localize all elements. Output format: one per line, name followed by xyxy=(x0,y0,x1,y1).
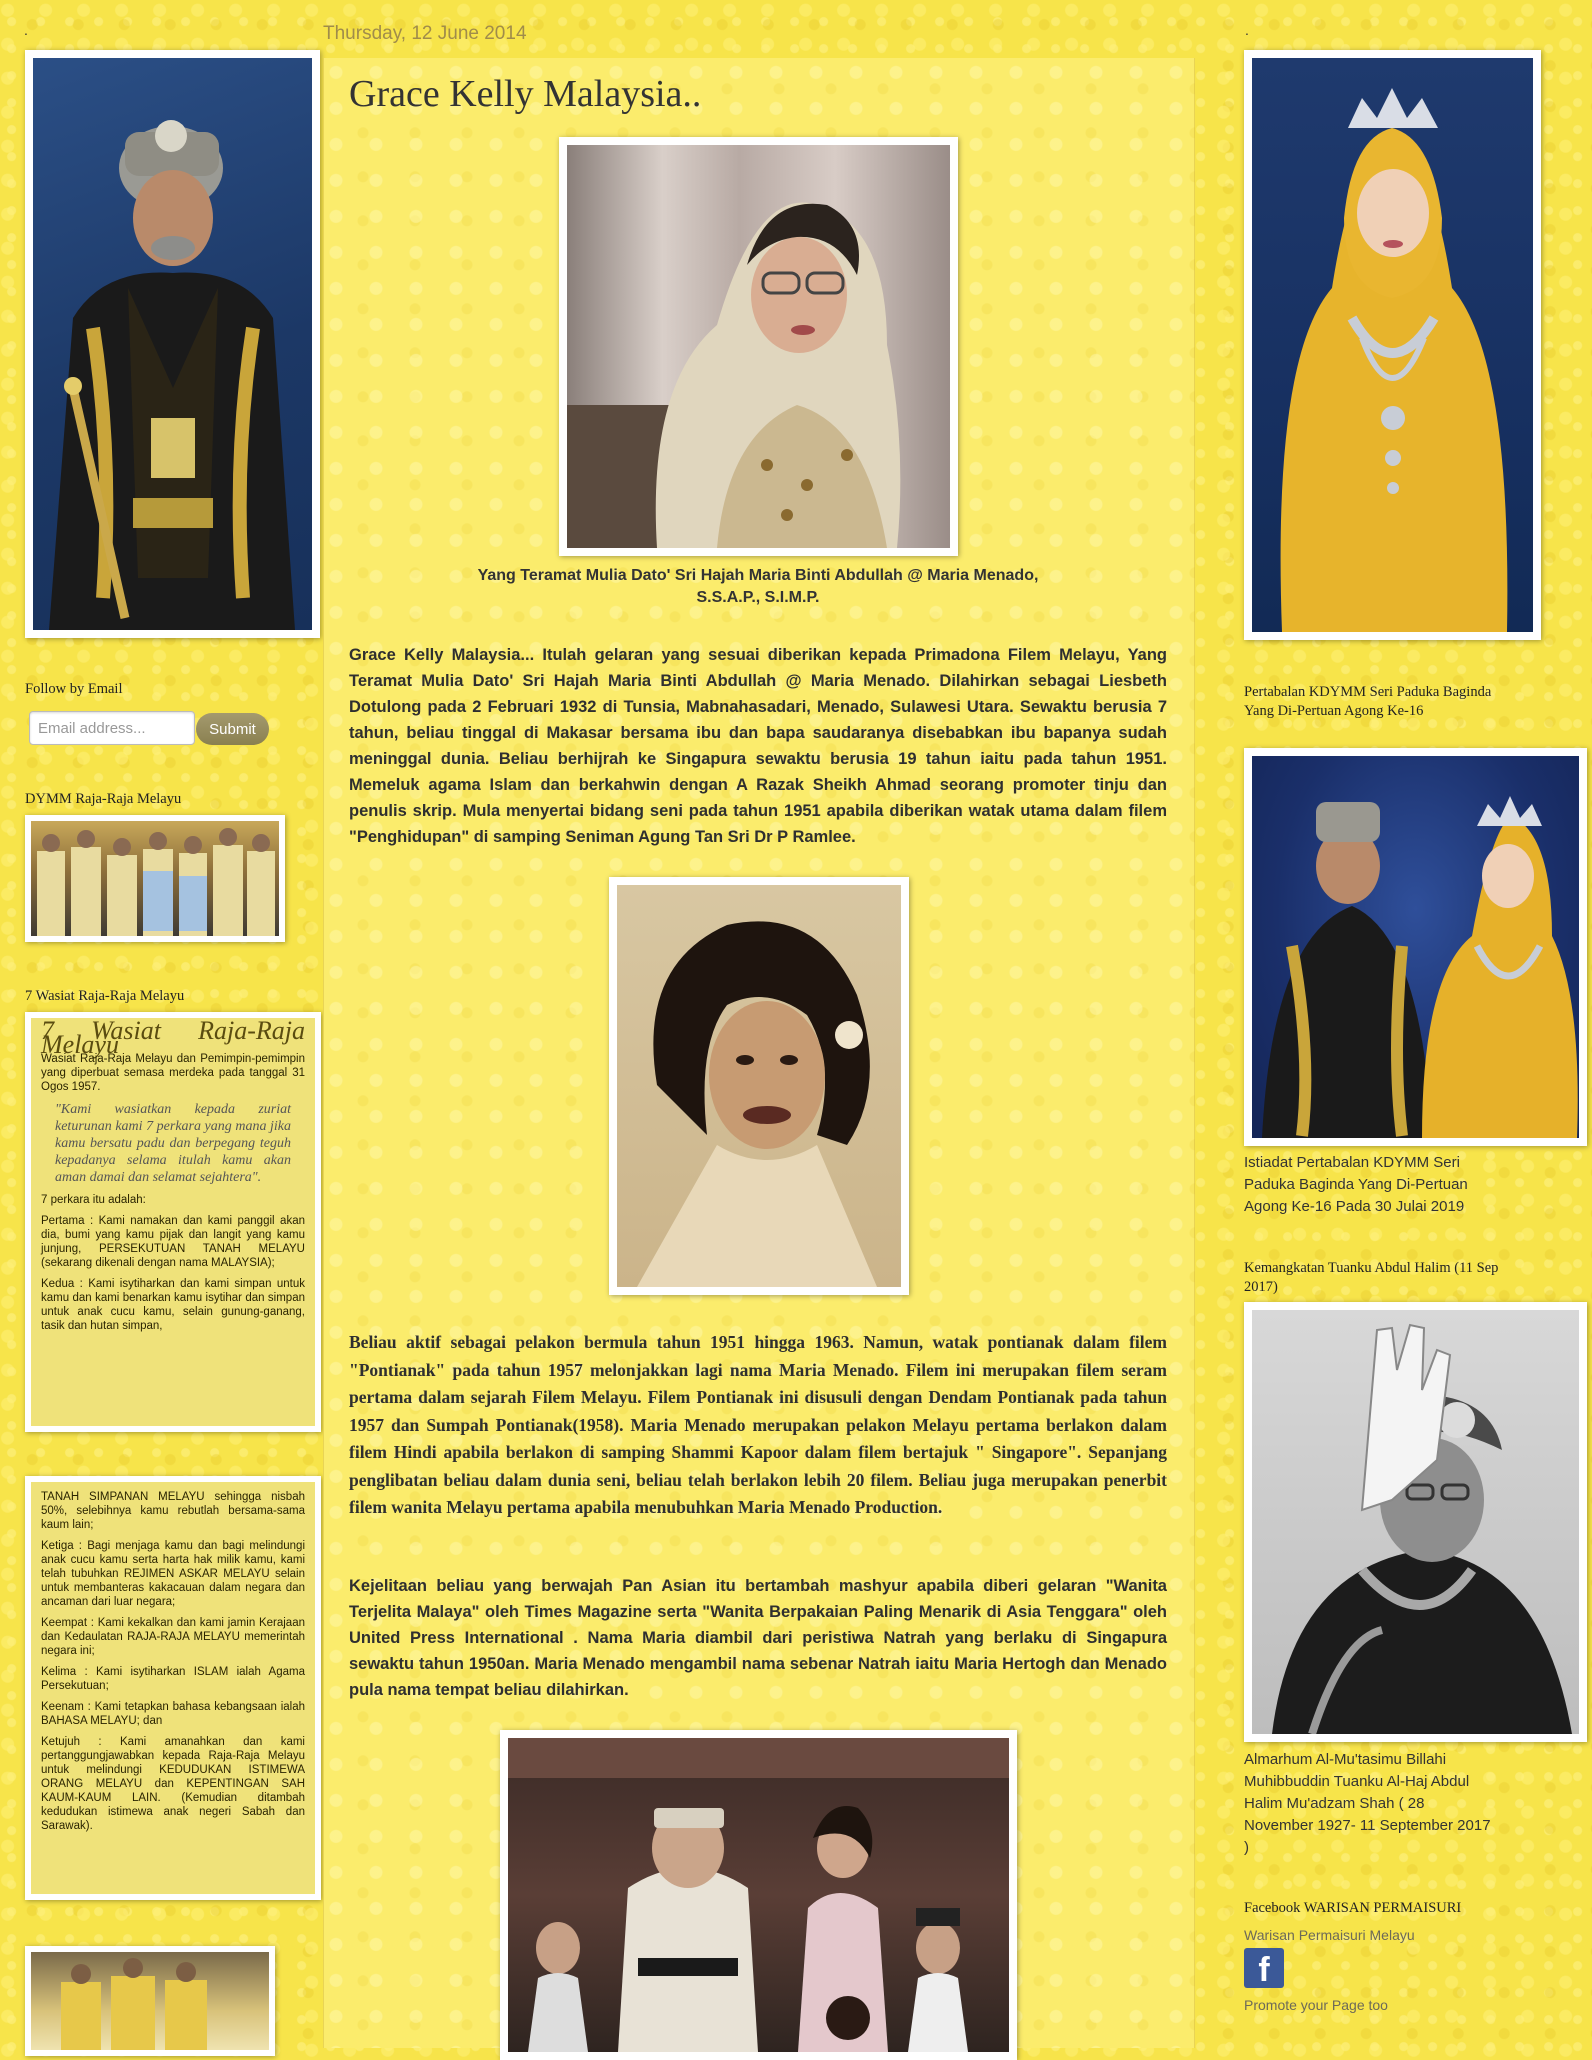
photo-caption xyxy=(349,565,1167,609)
wasiat-title: 7 Wasiat Raja-Raja Melayu xyxy=(25,988,185,1004)
right-sidebar-dot: . xyxy=(1245,22,1249,38)
queen-portrait-figure xyxy=(1252,58,1533,632)
wasiat-doc-ketiga: Ketiga : Bagi menjaga kamu dan bagi melindungi anak cucu kamu serta harta hak milik kamu, kami telah tubuhkan REJIMEN ASKAR MELAYU selain untuk membanteras kakacauan dalam negara dan ancaman dari luar negara; xyxy=(41,1540,305,1608)
wasiat-doc-kelima: Kelima : Kami isytiharkan ISLAM ialah Agama Persekutuan; xyxy=(41,1666,305,1692)
family-photo[interactable] xyxy=(500,1730,1017,2060)
photo-caption-line2: S.S.A.P., S.I.M.P. xyxy=(696,589,820,606)
wasiat-doc-list-intro: 7 perkara itu adalah: xyxy=(41,1194,146,1206)
wasiat-doc-quote: "Kami wasiatkan kepada zuriat keturunan kami 7 perkara yang mana jika kamu bersatu padu dan berpegang teguh kepadanya selama itulah kamu akan aman damai dan selamat sejahtera". xyxy=(55,1102,291,1185)
follow-by-email-title: Follow by Email xyxy=(25,681,123,697)
king-portrait[interactable] xyxy=(25,50,320,638)
coronation-figures xyxy=(1252,756,1579,1138)
queen-portrait[interactable] xyxy=(1244,50,1541,640)
rulers-title: DYMM Raja-Raja Melayu xyxy=(25,791,182,807)
wasiat-doc-keempat: Keempat : Kami kekalkan dan kami jamin Kerajaan dan Kedaulatan RAJA-RAJA MELAYU memerintah negara ini; xyxy=(41,1617,305,1657)
wasiat-doc-heading: 7 Wasiat Raja-Raja Melayu xyxy=(41,1018,305,1059)
family-photo-figures xyxy=(508,1738,1009,2052)
demise-title: Kemangkatan Tuanku Abdul Halim (11 Sep 2017) xyxy=(1244,1260,1499,1295)
post-paragraph-2: Beliau aktif sebagai pelakon bermula tahun 1951 hingga 1963. Namun, watak pontianak dalam filem "Pontianak" pada tahun 1957 melonjakkan lagi nama Maria Menado. Filem ini merupakan filem seram pertama dalam sejarah Filem Melayu. Filem Pontianak ini disusuli dengan Dendam Pontianak pada tahun 1957 dan Sumpah Pontianak(1958). Maria Menado merupakan pelakon Melayu pertama berlakon dalam filem Hindi apabila berlakon di samping Shammi Kapoor dalam filem bertajuk " Singapore". Sepanjang penglibatan beliau dalam dunia seni, beliau telah berlakon lebih 20 filem. Beliau juga merupakan penerbit filem wanita Melayu pertama apabila menubuhkan Maria Menado Production. xyxy=(349,1332,1167,1517)
coronation-photo[interactable] xyxy=(1244,748,1587,1146)
maria-menado-recent-photo[interactable] xyxy=(559,137,958,556)
king-portrait-figure xyxy=(33,58,312,630)
coronation-caption: Istiadat Pertabalan KDYMM Seri Paduka Baginda Yang Di-Pertuan Agong Ke-16 Pada 30 Julai 2019 xyxy=(1244,1154,1468,1215)
email-input[interactable] xyxy=(29,711,195,745)
wasiat-doc-pertama: Pertama : Kami namakan dan kami panggil akan dia, bumi yang kamu pijak dan langit yang kamu junjung, PERSEKUTUAN TANAH MELAYU (sekarang dikenali dengan nama MALAYSIA); xyxy=(41,1215,305,1269)
left-sidebar-dot: . xyxy=(24,22,28,38)
wasiat-document-part1[interactable] xyxy=(25,1012,321,1432)
demise-caption: Almarhum Al-Mu'tasimu Billahi Muhibbuddin Tuanku Al-Haj Abdul Halim Mu'adzam Shah ( 28 November 1927- 11 September 2017 ) xyxy=(1244,1751,1491,1856)
rulers-group-figures xyxy=(31,821,279,936)
wasiat-doc-intro: Wasiat Raja-Raja Melayu dan Pemimpin-pemimpin yang diperbuat semasa merdeka pada tanggal 31 Ogos 1957. xyxy=(41,1053,305,1093)
facebook-page-link[interactable]: Warisan Permaisuri Melayu xyxy=(1244,1927,1415,1943)
photo-caption-line1: Yang Teramat Mulia Dato' Sri Hajah Maria Binti Abdullah @ Maria Menado, xyxy=(477,567,1039,584)
facebook-icon[interactable]: f xyxy=(1244,1948,1284,1988)
post-paragraph-3: Kejelitaan beliau yang berwajah Pan Asian itu bertambah mashyur apabila diberi gelaran "Wanita Terjelita Malaya" oleh Times Magazine serta "Wanita Berpakaian Paling Menarik di Asia Tenggara" oleh United Press International . Nama Maria diambil dari peristiwa Natrah yang berlaku di Singapura sewaktu tahun 1950an. Maria Menado mengambil nama sebenar Natrah iaitu Maria Hertogh dan Menado pula nama tempat beliau dilahirkan. xyxy=(349,1577,1167,1699)
sultan-halim-figure xyxy=(1252,1310,1579,1734)
ceremony-figures xyxy=(31,1952,269,2050)
ceremony-photo[interactable] xyxy=(25,1946,275,2056)
submit-button[interactable]: Submit xyxy=(196,713,269,745)
coronation-title: Pertabalan KDYMM Seri Paduka Baginda Yang Di-Pertuan Agong Ke-16 xyxy=(1244,684,1492,719)
post-date: Thursday, 12 June 2014 xyxy=(323,23,527,44)
wasiat-doc-keenam: Keenam : Kami tetapkan bahasa kebangsaan ialah BAHASA MELAYU; dan xyxy=(41,1701,305,1727)
facebook-title: Facebook WARISAN PERMAISURI xyxy=(1244,1900,1462,1916)
post-title[interactable]: Grace Kelly Malaysia.. xyxy=(349,73,702,115)
wasiat-doc-kedua: Kedua : Kami isytiharkan dan kami simpan untuk kamu dan kami benarkan kamu isytihar dan simpan untuk anak cucu kamu, selain gunung-ganang, tasik dan hutan simpan, xyxy=(41,1278,305,1332)
sultan-halim-photo[interactable] xyxy=(1244,1302,1587,1742)
wasiat-doc-cont: TANAH SIMPANAN MELAYU sehingga nisbah 50%, selebihnya kamu rebutlah bersama-sama kaum lain; xyxy=(41,1491,305,1531)
maria-menado-vintage-photo[interactable] xyxy=(609,877,909,1295)
maria-vintage-figure xyxy=(617,885,901,1287)
promote-page-link[interactable]: Promote your Page too xyxy=(1244,1997,1388,2013)
maria-recent-figure xyxy=(567,145,950,548)
wasiat-doc-ketujuh: Ketujuh : Kami amanahkan dan kami pertanggungjawabkan kepada Raja-Raja Melayu untuk melindungi KEDUDUKAN ISTIMEWA ORANG MELAYU dan KEPENTINGAN SAH KAUM-KAUM LAIN. (Kemudian ditambah kedudukan istimewa anak negeri Sabah dan Sarawak). xyxy=(41,1736,305,1832)
wasiat-document-part2[interactable] xyxy=(25,1476,321,1900)
post-paragraph-1: Grace Kelly Malaysia... Itulah gelaran yang sesuai diberikan kepada Primadona Filem Melayu, Yang Teramat Mulia Dato' Sri Hajah Maria Binti Abdullah @ Maria Menado. Dilahirkan sebagai Liesbeth Dotulong pada 2 Februari 1932 di Tunsia, Mabnahasadari, Menado, Sulawesi Utara. Sewaktu berusia 7 tahun, beliau tinggal di Makasar bersama ibu dan bapa saudaranya disebabkan ibu bapanya sudah meninggal dunia. Beliau berhijrah ke Singapura sewaktu berusia 19 tahun iaitu pada tahun 1951. Memeluk agama Islam dan berkahwin dengan A Razak Sheikh Ahmad seorang promoter tinju dan penulis skrip. Mula menyertai bidang seni pada tahun 1951 apabila diberikan watak utama dalam filem "Penghidupan" di samping Seniman Agung Tan Sri Dr P Ramlee. xyxy=(349,646,1167,846)
rulers-photo[interactable] xyxy=(25,815,285,942)
